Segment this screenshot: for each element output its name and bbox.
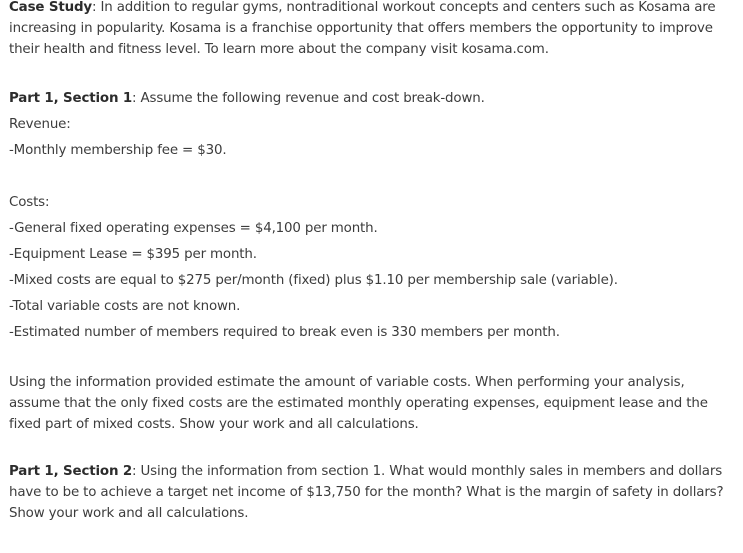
spacer [9, 60, 737, 86]
section1-instructions: Using the information provided estimate the amount of variable costs. When performing your analysis, assume that the only fixed costs are the estimated monthly operating expenses, equipment lease and the fixed part of mixed costs. Show your work and all calculations. [9, 375, 708, 432]
cost-item: -Mixed costs are equal to $275 per/month (fixed) plus $1.10 per membership sale (variable). [9, 273, 618, 288]
section1-intro: : Assume the following revenue and cost break-down. [132, 91, 485, 106]
cost-item: -Equipment Lease = $395 per month. [9, 247, 257, 262]
document [9, 0, 737, 524]
case-study-paragraph [9, 0, 737, 60]
spacer [9, 435, 737, 461]
spacer [9, 164, 737, 190]
case-study-text: : In addition to regular gyms, nontraditional workout concepts and centers such as Kosama are increasing in popularity. Kosama is a franchise opportunity that offers members the opportunity to improve their health and fitness level. To learn more about the company visit kosama.com. [9, 0, 716, 57]
case-study-label: Case Study [9, 0, 92, 15]
revenue-item: -Monthly membership fee = $30. [9, 143, 227, 158]
section2-text: : Using the information from section 1. What would monthly sales in members and dollars have to be to achieve a target net income of $13,750 for the month? What is the margin of safety in dollars? Show your work and all calculations. [9, 464, 724, 521]
cost-item: -Total variable costs are not known. [9, 299, 241, 314]
section2-label: Part 1, Section 2 [9, 464, 133, 479]
cost-item: -General fixed operating expenses = $4,100 per month. [9, 221, 378, 236]
section1-label: Part 1, Section 1 [9, 91, 133, 106]
cost-item: -Estimated number of members required to break even is 330 members per month. [9, 325, 560, 340]
section2-paragraph [9, 461, 737, 524]
revenue-heading: Revenue: [9, 117, 71, 132]
spacer [9, 346, 737, 372]
costs-heading: Costs: [9, 195, 50, 210]
section1-heading [9, 86, 737, 112]
